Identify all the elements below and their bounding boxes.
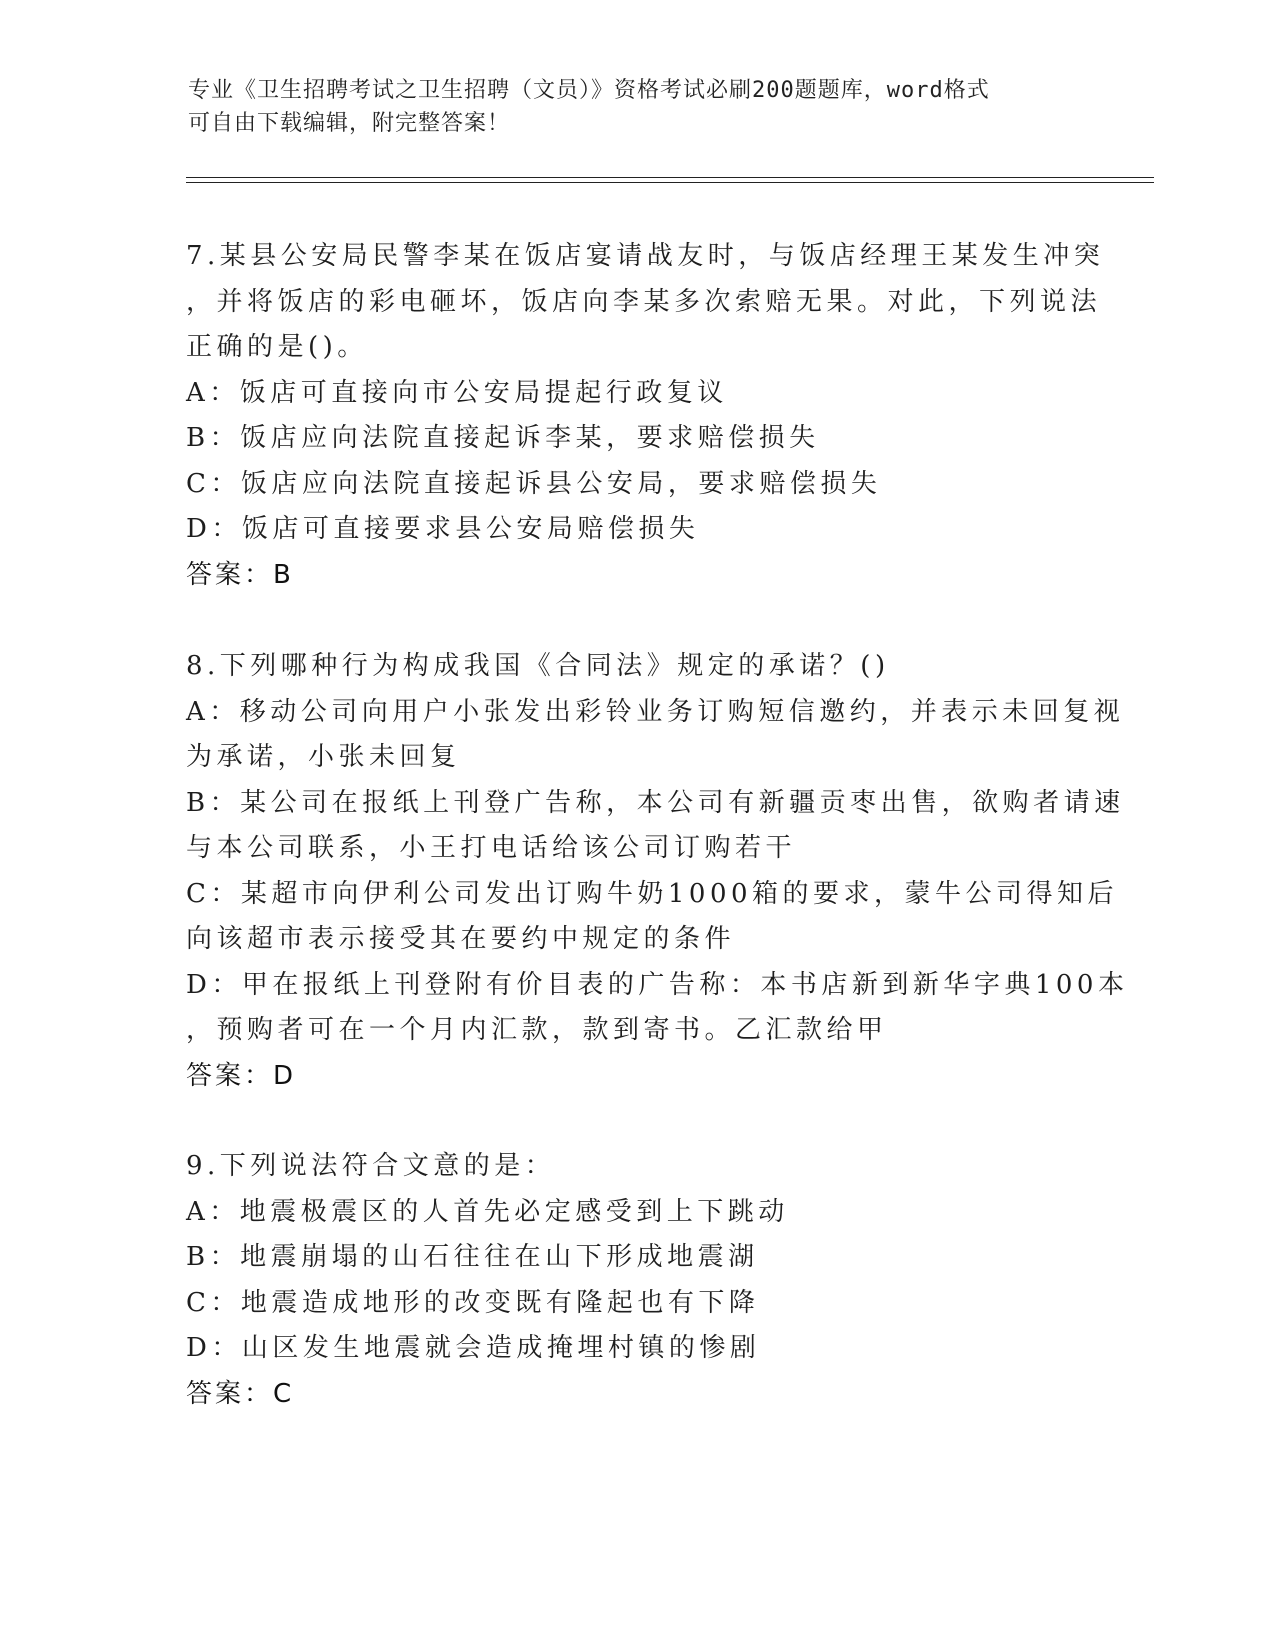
question-text: 8.下列哪种行为构成我国《合同法》规定的承诺？() <box>186 651 890 681</box>
option-d: D：甲在报纸上刊登附有价目表的广告称：本书店新到新华字典100本 <box>186 969 1129 1000</box>
header-divider <box>186 177 1154 178</box>
question-text: 9.下列说法符合文意的是： <box>186 1151 556 1181</box>
question-block <box>186 644 1129 1099</box>
question-block <box>186 1144 1086 1417</box>
option-d-continued: ，预购者可在一个月内汇款，款到寄书。乙汇款给甲 <box>186 1015 888 1045</box>
option-c: C：地震造成地形的改变既有隆起也有下降 <box>186 1287 760 1318</box>
option-a: A：移动公司向用户小张发出彩铃业务订购短信邀约，并表示未回复视 <box>186 696 1125 727</box>
option-b-continued: 与本公司联系，小王打电话给该公司订购若干 <box>186 833 797 863</box>
question-text: 7.某县公安局民警李某在饭店宴请战友时，与饭店经理王某发生冲突 <box>186 241 1105 271</box>
option-b: B：某公司在报纸上刊登广告称，本公司有新疆贡枣出售，欲购者请速 <box>186 787 1125 818</box>
document-header <box>188 74 1068 140</box>
header-divider <box>186 182 1154 183</box>
option-c: C：某超市向伊利公司发出订购牛奶1000箱的要求，蒙牛公司得知后 <box>186 878 1119 909</box>
answer-label: 答案：D <box>186 1060 297 1091</box>
option-a: A：饭店可直接向市公安局提起行政复议 <box>186 377 728 408</box>
header-line: 可自由下载编辑，附完整答案！ <box>188 111 511 136</box>
answer-label: 答案：B <box>186 559 294 590</box>
answer-label: 答案：C <box>186 1378 295 1409</box>
option-c: C：饭店应向法院直接起诉县公安局，要求赔偿损失 <box>186 468 882 499</box>
question-text: 正确的是()。 <box>186 332 368 362</box>
option-a-continued: 为承诺，小张未回复 <box>186 742 461 772</box>
question-text: ，并将饭店的彩电砸坏，饭店向李某多次索赔无果。对此，下列说法 <box>186 286 1102 317</box>
option-d: D：饭店可直接要求县公安局赔偿损失 <box>186 514 700 544</box>
option-c-continued: 向该超市表示接受其在要约中规定的条件 <box>186 924 736 954</box>
option-b: B：饭店应向法院直接起诉李某，要求赔偿损失 <box>186 423 820 453</box>
header-line: 专业《卫生招聘考试之卫生招聘（文员）》资格考试必刷200题题库，word格式 <box>188 78 990 103</box>
option-a: A：地震极震区的人首先必定感受到上下跳动 <box>186 1196 789 1227</box>
option-b: B：地震崩塌的山石往往在山下形成地震湖 <box>186 1242 759 1272</box>
question-block <box>186 234 1105 598</box>
option-d: D：山区发生地震就会造成掩埋村镇的惨剧 <box>186 1333 761 1363</box>
